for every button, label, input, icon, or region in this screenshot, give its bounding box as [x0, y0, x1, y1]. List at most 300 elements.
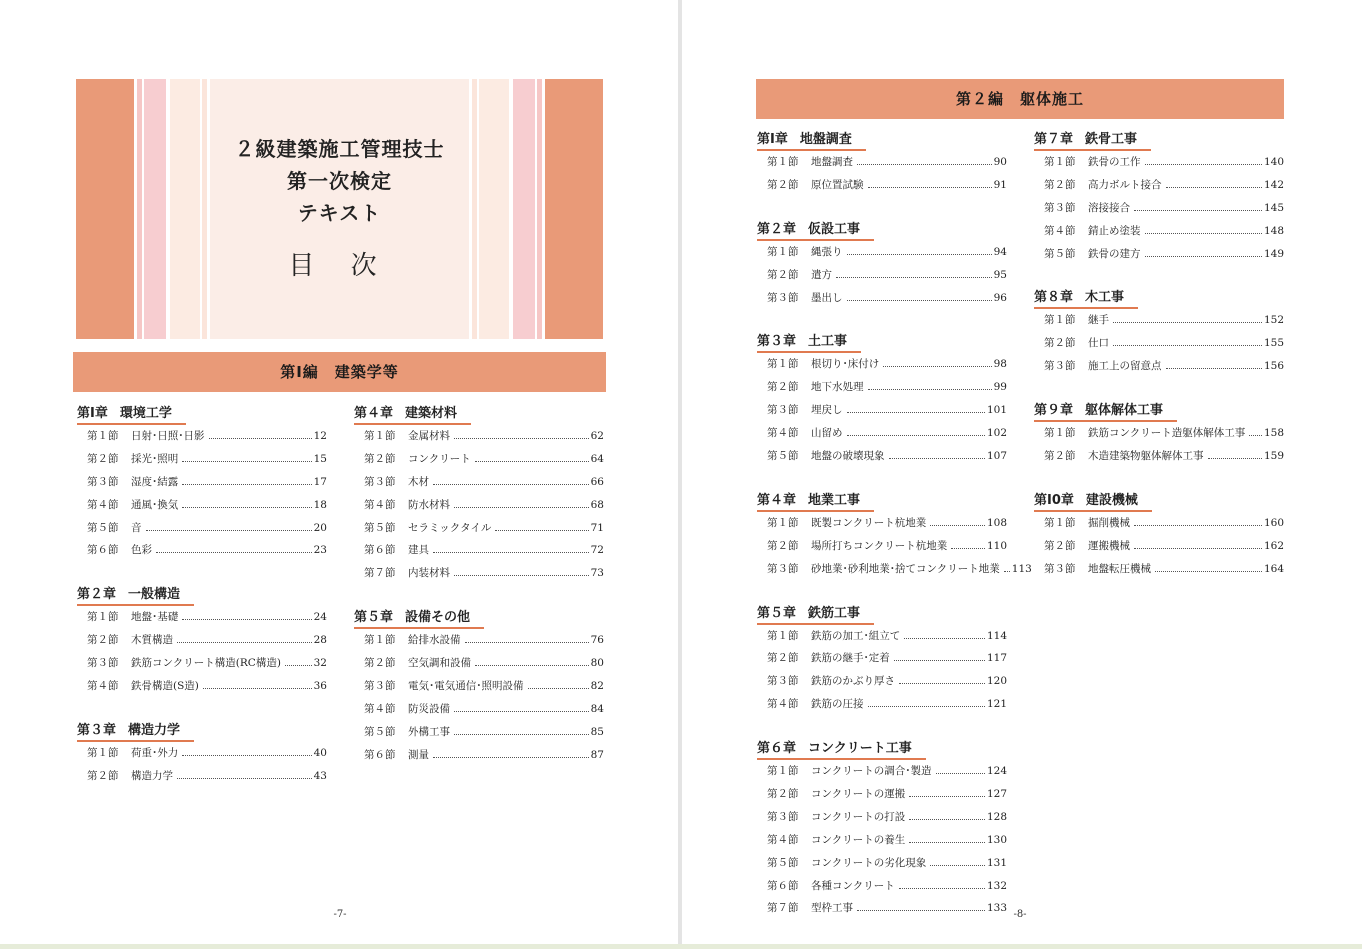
chapter-heading: [77, 405, 186, 425]
toc-entry[interactable]: [77, 768, 327, 791]
dot-leader: [182, 484, 311, 485]
toc-entry[interactable]: [77, 542, 327, 565]
section-number: 第３節: [364, 475, 396, 488]
section-title: 掘削機械: [1088, 516, 1130, 529]
section-title: 墨出し: [811, 291, 843, 304]
section-title: 空気調和設備: [408, 657, 471, 670]
section-number: 第６節: [364, 544, 396, 557]
page-ref: 132: [986, 879, 1007, 892]
section-title: 測量: [408, 748, 429, 761]
section-title: 鉄骨の工作: [1088, 156, 1141, 168]
toc-entry[interactable]: [757, 177, 1007, 200]
dot-leader: [909, 819, 985, 820]
toc-entry[interactable]: [757, 878, 1007, 901]
page-ref: 142: [1263, 178, 1284, 191]
page-ref: 121: [986, 698, 1007, 711]
chapter-number: 第４章: [757, 492, 797, 508]
chapter-heading: [1034, 402, 1177, 422]
page-ref: 140: [1263, 156, 1284, 168]
dot-leader: [475, 461, 589, 462]
section-number: 第２節: [87, 452, 119, 465]
dot-leader: [182, 507, 311, 508]
toc-entry[interactable]: [1034, 312, 1284, 335]
section-title: 木質構造: [131, 634, 173, 647]
toc-entry[interactable]: [1034, 246, 1284, 269]
section-number: 第７節: [364, 567, 396, 580]
section-number: 第１節: [364, 430, 396, 442]
page-ref: 84: [590, 702, 604, 715]
page-ref: 128: [986, 810, 1007, 823]
page-ref: 76: [590, 634, 604, 647]
section-number: 第１節: [767, 629, 799, 642]
section-title: 場所打ちコンクリート杭地業: [811, 539, 948, 552]
decorative-stripes-left: [76, 79, 210, 339]
chapter-heading: [757, 333, 861, 353]
chapter-block: [1034, 128, 1284, 268]
chapter-heading: [757, 221, 874, 241]
page-ref: 80: [590, 657, 604, 670]
page-ref: 145: [1263, 201, 1284, 214]
toc-column: [354, 402, 604, 788]
dot-leader: [177, 642, 312, 643]
section-title: 鉄骨の建方: [1088, 247, 1141, 260]
dot-leader: [1249, 435, 1262, 436]
section-title: 建具: [408, 544, 429, 557]
dot-leader: [528, 688, 589, 689]
toc-entry[interactable]: [1034, 154, 1284, 177]
dot-leader: [209, 438, 312, 439]
toc-entry[interactable]: [757, 448, 1007, 471]
section-number: 第１節: [1044, 156, 1076, 168]
part-banner: 第２編 躯体施工: [756, 79, 1284, 119]
toc-entry[interactable]: [354, 474, 604, 497]
section-number: 第１節: [87, 611, 119, 624]
section-title: 採光･照明: [131, 452, 179, 465]
chapter-number: 第Ⅰ章: [77, 406, 108, 421]
title-line-2: 第一次検定: [287, 169, 392, 193]
chapter-number: 第９章: [1034, 403, 1074, 419]
page-ref: 131: [986, 856, 1007, 869]
left-page: [0, 0, 678, 949]
section-title: 型枠工事: [811, 902, 853, 915]
section-number: 第１節: [767, 156, 799, 168]
toc-entry[interactable]: [757, 515, 1007, 538]
page-ref: 40: [313, 746, 327, 759]
page-ref: 68: [590, 498, 604, 511]
title-block: [76, 79, 603, 339]
toc-entry[interactable]: [354, 655, 604, 678]
chapter-heading: [354, 609, 484, 629]
section-number: 第２節: [1044, 337, 1076, 350]
dot-leader: [1166, 187, 1262, 188]
dot-leader: [433, 757, 589, 758]
page-ref: 87: [590, 748, 604, 761]
section-title: 鉄筋コンクリート造躯体解体工事: [1088, 427, 1246, 440]
dot-leader: [1113, 322, 1262, 323]
chapter-heading: [77, 722, 194, 742]
page-bottom-edge: [0, 944, 1362, 949]
page-number: -7-: [333, 909, 347, 920]
section-number: 第４節: [364, 702, 396, 715]
toc-entry[interactable]: [757, 561, 1032, 584]
toc-entry[interactable]: [77, 655, 327, 678]
section-number: 第２節: [1044, 539, 1076, 552]
section-title: 鉄筋のかぶり厚さ: [811, 675, 895, 688]
toc-entry[interactable]: [757, 900, 1007, 923]
page-ref: 12: [313, 430, 327, 442]
section-number: 第１節: [1044, 516, 1076, 529]
page-ref: 43: [313, 769, 327, 782]
chapter-block: [354, 402, 604, 588]
section-number: 第４節: [87, 680, 119, 693]
book-title: [206, 133, 473, 282]
section-number: 第３節: [767, 810, 799, 823]
page-ref: 162: [1263, 539, 1284, 552]
page-ref: 114: [986, 629, 1007, 642]
section-title: 継手: [1088, 314, 1109, 327]
page-ref: 117: [986, 652, 1007, 665]
page-ref: 113: [1011, 562, 1032, 575]
toc-entry[interactable]: [757, 673, 1007, 696]
dot-leader: [182, 619, 311, 620]
toc-entry[interactable]: [757, 763, 1007, 786]
toc-entry[interactable]: [1034, 177, 1284, 200]
toc-entry[interactable]: [354, 565, 604, 588]
dot-leader: [285, 665, 312, 666]
toc-entry[interactable]: [354, 451, 604, 474]
toc-entry[interactable]: [354, 724, 604, 747]
section-number: 第２節: [1044, 178, 1076, 191]
section-number: 第４節: [767, 698, 799, 711]
section-number: 第１節: [767, 765, 799, 778]
toc-entry[interactable]: [757, 425, 1007, 448]
dot-leader: [868, 389, 992, 390]
chapter-heading: [757, 131, 866, 151]
chapter-title: 土工事: [808, 334, 848, 350]
section-number: 第６節: [364, 748, 396, 761]
section-title: 鉄筋の継手･定着: [811, 652, 890, 665]
section-number: 第２節: [767, 539, 799, 552]
toc-entry[interactable]: [757, 244, 1007, 267]
section-title: 地盤調査: [811, 156, 853, 168]
dot-leader: [857, 910, 985, 911]
section-title: 高力ボルト接合: [1088, 178, 1162, 191]
page-ref: 107: [986, 450, 1007, 463]
section-number: 第１節: [767, 245, 799, 258]
toc-entry[interactable]: [757, 809, 1007, 832]
section-title: 防水材料: [408, 498, 450, 511]
chapter-block: [1034, 399, 1284, 471]
part-banner: 第Ⅰ編 建築学等: [73, 352, 606, 392]
toc-heading: 目 次: [288, 251, 391, 281]
page-ref: 98: [993, 358, 1007, 371]
chapter-block: [77, 583, 327, 701]
chapter-block: [757, 330, 1007, 470]
toc-entry[interactable]: [757, 154, 1007, 177]
section-number: 第４節: [364, 498, 396, 511]
chapter-title: 構造力学: [128, 722, 181, 738]
toc-entry[interactable]: [757, 379, 1007, 402]
section-title: 錆止め塗装: [1088, 224, 1141, 237]
page-ref: 15: [313, 452, 327, 465]
section-number: 第２節: [767, 268, 799, 281]
section-title: コンクリートの劣化現象: [811, 856, 927, 869]
section-number: 第２節: [767, 652, 799, 665]
chapter-number: 第４章: [354, 406, 394, 421]
toc-entry[interactable]: [757, 402, 1007, 425]
page-ref: 110: [986, 539, 1007, 552]
toc-entry[interactable]: [77, 451, 327, 474]
section-title: 給排水設備: [408, 634, 461, 647]
chapter-heading: [1034, 492, 1152, 512]
chapter-block: [757, 602, 1007, 720]
page-ref: 64: [590, 452, 604, 465]
toc-entry[interactable]: [77, 632, 327, 655]
toc-column: [1034, 128, 1284, 602]
toc-entry[interactable]: [1034, 425, 1284, 448]
page-number: -8-: [1013, 909, 1027, 920]
dot-leader: [203, 688, 312, 689]
toc-entry[interactable]: [77, 520, 327, 543]
chapter-heading: [757, 605, 874, 625]
page-ref: 71: [590, 521, 604, 534]
dot-leader: [1113, 345, 1262, 346]
section-title: 木材: [408, 475, 429, 488]
toc-entry[interactable]: [77, 428, 327, 451]
page-ref: 66: [590, 475, 604, 488]
page-ref: 130: [986, 833, 1007, 846]
title-line-3: テキスト: [297, 201, 382, 225]
dot-leader: [1145, 233, 1262, 234]
toc-entry[interactable]: [757, 855, 1007, 878]
chapter-title: 建設機械: [1085, 492, 1138, 508]
page-ref: 90: [993, 156, 1007, 168]
section-title: 構造力学: [131, 769, 173, 782]
toc-entry[interactable]: [77, 609, 327, 632]
section-number: 第４節: [1044, 224, 1076, 237]
section-number: 第３節: [87, 475, 119, 488]
section-number: 第２節: [87, 634, 119, 647]
chapter-title: 地盤調査: [799, 132, 852, 147]
section-title: 外構工事: [408, 725, 450, 738]
toc-entry[interactable]: [757, 650, 1007, 673]
dot-leader: [465, 642, 589, 643]
dot-leader: [433, 552, 589, 553]
dot-leader: [1004, 571, 1010, 572]
toc-entry[interactable]: [757, 786, 1007, 809]
section-title: 運搬機械: [1088, 539, 1130, 552]
page-ref: 28: [313, 634, 327, 647]
chapter-number: 第２章: [77, 587, 117, 603]
chapter-title: 一般構造: [128, 587, 181, 603]
section-title: 根切り･床付け: [811, 358, 880, 371]
section-number: 第２節: [767, 381, 799, 394]
toc-entry[interactable]: [354, 678, 604, 701]
dot-leader: [951, 548, 985, 549]
section-number: 第６節: [767, 879, 799, 892]
toc-entry[interactable]: [1034, 561, 1284, 584]
chapter-title: 環境工学: [119, 406, 172, 421]
dot-leader: [930, 865, 985, 866]
section-number: 第２節: [364, 657, 396, 670]
section-number: 第５節: [767, 856, 799, 869]
section-title: 金属材料: [408, 430, 450, 442]
toc-entry[interactable]: [354, 747, 604, 770]
page-ref: 101: [986, 404, 1007, 417]
section-title: 木造建築物躯体解体工事: [1088, 450, 1204, 463]
toc-entry[interactable]: [757, 696, 1007, 719]
toc-entry[interactable]: [757, 290, 1007, 313]
dot-leader: [847, 300, 992, 301]
chapter-number: 第６章: [757, 741, 797, 757]
page-ref: 96: [993, 291, 1007, 304]
decorative-stripes-right: [469, 79, 603, 339]
section-number: 第５節: [1044, 247, 1076, 260]
toc-entry[interactable]: [77, 497, 327, 520]
chapter-title: 木工事: [1085, 290, 1125, 306]
toc-entry[interactable]: [757, 832, 1007, 855]
chapter-block: [757, 128, 1007, 200]
dot-leader: [182, 461, 311, 462]
section-number: 第２節: [767, 788, 799, 801]
section-number: 第３節: [1044, 201, 1076, 214]
toc-entry[interactable]: [1034, 200, 1284, 223]
page-ref: 23: [313, 544, 327, 557]
dot-leader: [454, 734, 589, 735]
section-title: 鉄筋の加工･組立て: [811, 629, 901, 642]
toc-entry[interactable]: [354, 520, 604, 543]
section-title: 仕口: [1088, 337, 1109, 350]
section-number: 第４節: [767, 833, 799, 846]
section-title: 色彩: [131, 544, 152, 557]
dot-leader: [847, 435, 985, 436]
toc-entry[interactable]: [757, 628, 1007, 651]
dot-leader: [454, 711, 589, 712]
chapter-title: 仮設工事: [808, 221, 861, 237]
page-ref: 156: [1263, 360, 1284, 373]
toc-entry[interactable]: [1034, 538, 1284, 561]
section-title: 埋戻し: [811, 404, 843, 417]
toc-entry[interactable]: [757, 267, 1007, 290]
dot-leader: [1145, 256, 1262, 257]
dot-leader: [868, 706, 985, 707]
toc-entry[interactable]: [354, 428, 604, 451]
dot-leader: [894, 660, 985, 661]
dot-leader: [1166, 368, 1262, 369]
dot-leader: [454, 575, 589, 576]
toc-entry[interactable]: [757, 538, 1007, 561]
section-title: 鉄筋の圧接: [811, 698, 864, 711]
section-title: セラミックタイル: [408, 521, 492, 534]
toc-entry[interactable]: [354, 632, 604, 655]
page-ref: 20: [313, 521, 327, 534]
section-number: 第２節: [1044, 450, 1076, 463]
dot-leader: [904, 638, 985, 639]
section-number: 第７節: [767, 902, 799, 915]
section-title: 既製コンクリート杭地業: [811, 516, 927, 529]
toc-column: [77, 402, 327, 809]
chapter-number: 第３章: [77, 722, 117, 738]
chapter-number: 第５章: [354, 610, 394, 626]
dot-leader: [1134, 548, 1262, 549]
page-ref: 120: [986, 675, 1007, 688]
section-title: 内装材料: [408, 567, 450, 580]
toc-entry[interactable]: [1034, 448, 1284, 471]
toc-entry[interactable]: [1034, 515, 1284, 538]
dot-leader: [936, 773, 985, 774]
dot-leader: [889, 458, 985, 459]
section-title: 地下水処理: [811, 381, 864, 394]
chapter-heading: [757, 492, 874, 512]
toc-entry[interactable]: [757, 356, 1007, 379]
toc-entry[interactable]: [77, 678, 327, 701]
dot-leader: [1134, 210, 1262, 211]
section-title: 地盤転圧機械: [1088, 562, 1151, 575]
chapter-title: 鉄骨工事: [1085, 132, 1138, 147]
page-ref: 32: [313, 657, 327, 670]
chapter-title: 地業工事: [808, 492, 861, 508]
dot-leader: [1155, 571, 1262, 572]
section-number: 第４節: [767, 427, 799, 440]
toc-entry[interactable]: [354, 497, 604, 520]
section-number: 第３節: [767, 562, 799, 575]
section-number: 第２節: [364, 452, 396, 465]
section-title: 鉄骨構造(S造): [131, 680, 199, 693]
toc-entry[interactable]: [77, 745, 327, 768]
toc-entry[interactable]: [354, 542, 604, 565]
dot-leader: [836, 277, 992, 278]
dot-leader: [454, 438, 589, 439]
dot-leader: [495, 530, 588, 531]
dot-leader: [177, 778, 312, 779]
toc-entry[interactable]: [77, 474, 327, 497]
page-ref: 72: [590, 544, 604, 557]
section-title: コンクリートの打設: [811, 810, 906, 823]
section-number: 第２節: [87, 769, 119, 782]
dot-leader: [868, 187, 992, 188]
page-ref: 148: [1263, 224, 1284, 237]
chapter-number: 第Ⅰ章: [757, 132, 788, 147]
dot-leader: [182, 755, 311, 756]
chapter-title: 躯体解体工事: [1085, 403, 1164, 419]
section-number: 第２節: [767, 178, 799, 191]
section-number: 第３節: [767, 675, 799, 688]
section-title: コンクリート: [408, 452, 471, 465]
chapter-block: [757, 489, 1032, 584]
toc-entry[interactable]: [1034, 223, 1284, 246]
section-number: 第１節: [1044, 314, 1076, 327]
toc-entry[interactable]: [1034, 335, 1284, 358]
section-number: 第１節: [1044, 427, 1076, 440]
chapter-heading: [1034, 289, 1138, 309]
section-number: 第３節: [87, 657, 119, 670]
page-ref: 124: [986, 765, 1007, 778]
dot-leader: [847, 254, 992, 255]
toc-entry[interactable]: [354, 701, 604, 724]
section-title: 原位置試験: [811, 178, 864, 191]
section-number: 第１節: [767, 358, 799, 371]
chapter-title: 鉄筋工事: [808, 605, 861, 621]
section-title: 山留め: [811, 427, 843, 440]
section-title: 荷重･外力: [131, 746, 179, 759]
section-title: 湿度･結露: [131, 475, 179, 488]
toc-entry[interactable]: [1034, 358, 1284, 381]
section-number: 第１節: [87, 746, 119, 759]
dot-leader: [1145, 164, 1262, 165]
section-title: コンクリートの運搬: [811, 788, 906, 801]
page-ref: 24: [313, 611, 327, 624]
section-title: 鉄筋コンクリート構造(RC構造): [131, 657, 281, 670]
